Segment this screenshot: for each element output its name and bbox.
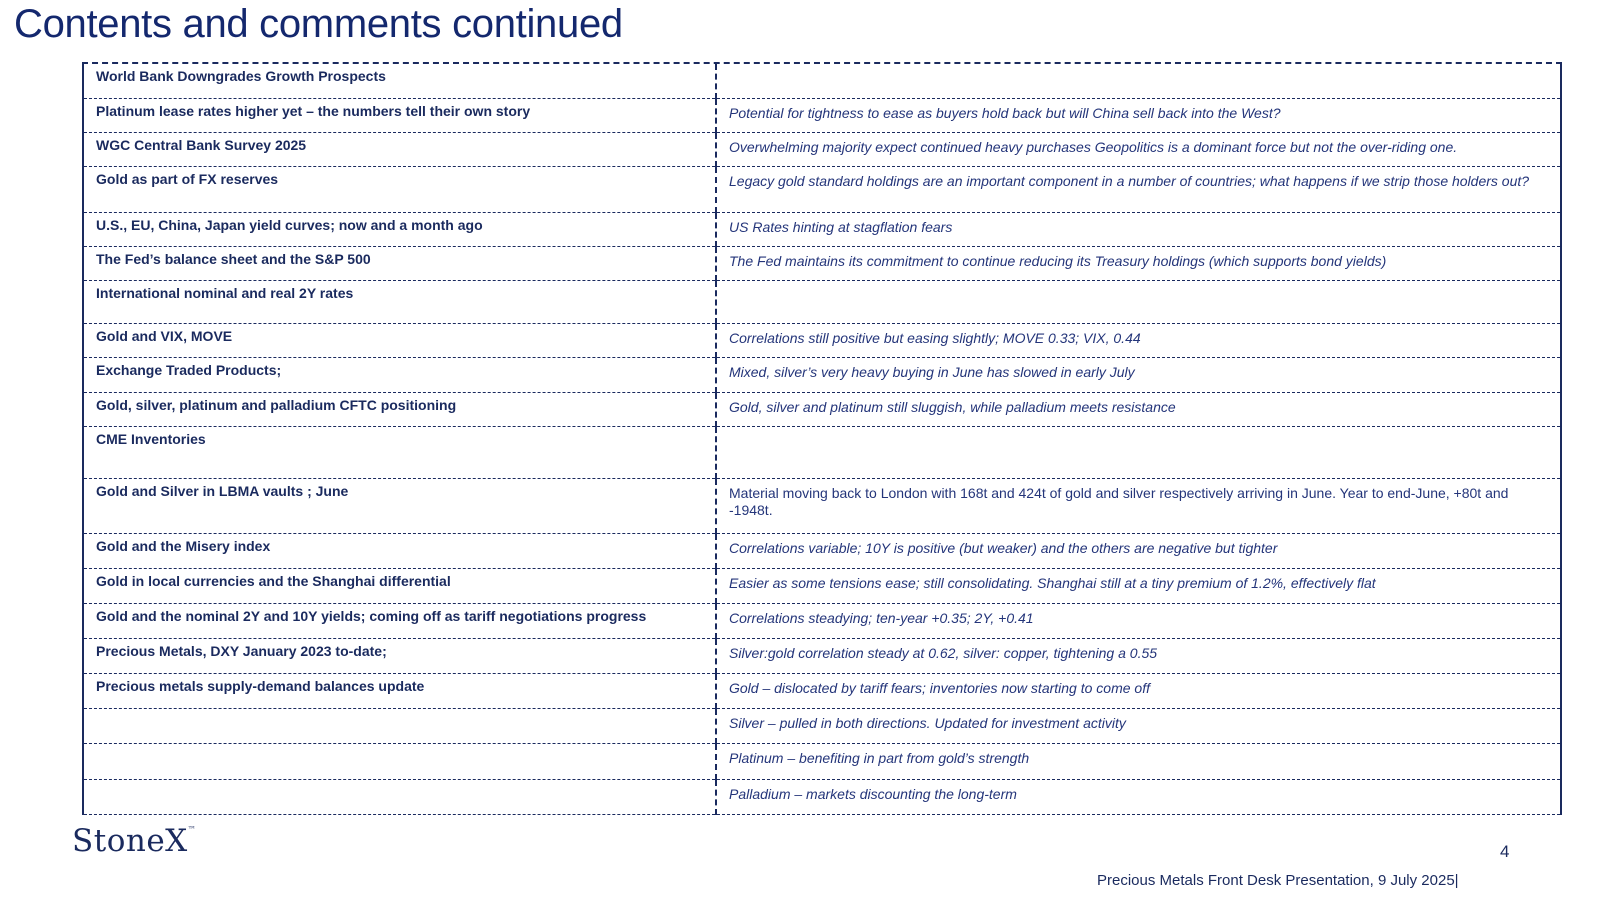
comment-cell bbox=[716, 64, 1560, 98]
table-row bbox=[84, 246, 1560, 280]
comment-cell: Mixed, silver’s very heavy buying in June has slowed in early July bbox=[716, 357, 1560, 392]
comment-cell: The Fed maintains its commitment to continue reducing its Treasury holdings (which supports bond yields) bbox=[716, 246, 1560, 280]
comment-cell: Correlations steadying; ten-year +0.35; 2Y, +0.41 bbox=[716, 603, 1560, 638]
comment-cell: Material moving back to London with 168t and 424t of gold and silver respectively arriving in June. Year to end-June, +80t and -1948t. bbox=[716, 478, 1560, 533]
comment-cell: Gold, silver and platinum still sluggish, while palladium meets resistance bbox=[716, 392, 1560, 426]
topic-cell: Exchange Traded Products; bbox=[84, 357, 716, 392]
trademark-mark: ™ bbox=[187, 825, 197, 834]
table-row bbox=[84, 533, 1560, 568]
stonex-logo bbox=[72, 823, 196, 859]
topic-cell: Gold and VIX, MOVE bbox=[84, 323, 716, 357]
comment-cell: Potential for tightness to ease as buyers hold back but will China sell back into the West? bbox=[716, 98, 1560, 132]
comment-cell: Overwhelming majority expect continued heavy purchases Geopolitics is a dominant force but not the over-riding one. bbox=[716, 132, 1560, 166]
comment-cell bbox=[716, 426, 1560, 478]
topic-cell: Precious Metals, DXY January 2023 to-date; bbox=[84, 638, 716, 673]
comment-cell: Silver:gold correlation steady at 0.62, silver: copper, tightening a 0.55 bbox=[716, 638, 1560, 673]
topic-cell bbox=[84, 779, 716, 814]
table-row bbox=[84, 357, 1560, 392]
topic-cell: World Bank Downgrades Growth Prospects bbox=[84, 64, 716, 98]
topic-cell: WGC Central Bank Survey 2025 bbox=[84, 132, 716, 166]
table-row bbox=[84, 708, 1560, 743]
table-row bbox=[84, 673, 1560, 708]
topic-cell bbox=[84, 708, 716, 743]
page-title: Contents and comments continued bbox=[14, 2, 623, 46]
table-row bbox=[84, 392, 1560, 426]
topic-cell: Platinum lease rates higher yet – the numbers tell their own story bbox=[84, 98, 716, 132]
topic-cell: Gold and Silver in LBMA vaults ; June bbox=[84, 478, 716, 533]
table-row bbox=[84, 166, 1560, 212]
topic-cell: Gold, silver, platinum and palladium CFTC positioning bbox=[84, 392, 716, 426]
table-row bbox=[84, 426, 1560, 478]
topic-cell: Precious metals supply-demand balances update bbox=[84, 673, 716, 708]
table-row bbox=[84, 743, 1560, 779]
contents-table-body bbox=[84, 64, 1560, 814]
topic-cell bbox=[84, 743, 716, 779]
topic-cell: International nominal and real 2Y rates bbox=[84, 280, 716, 323]
topic-cell: The Fed’s balance sheet and the S&P 500 bbox=[84, 246, 716, 280]
table-row bbox=[84, 603, 1560, 638]
table-row bbox=[84, 323, 1560, 357]
contents-table bbox=[82, 62, 1562, 815]
comment-cell: Platinum – benefiting in part from gold’s strength bbox=[716, 743, 1560, 779]
table-row bbox=[84, 132, 1560, 166]
comment-cell: US Rates hinting at stagflation fears bbox=[716, 212, 1560, 246]
comment-cell: Legacy gold standard holdings are an important component in a number of countries; what happens if we strip those holders out? bbox=[716, 166, 1560, 212]
topic-cell: Gold and the Misery index bbox=[84, 533, 716, 568]
logo-text: StoneX bbox=[72, 823, 188, 859]
comment-cell: Palladium – markets discounting the long-term bbox=[716, 779, 1560, 814]
table-row bbox=[84, 568, 1560, 603]
comment-cell: Gold – dislocated by tariff fears; inventories now starting to come off bbox=[716, 673, 1560, 708]
topic-cell: Gold as part of FX reserves bbox=[84, 166, 716, 212]
table-row bbox=[84, 64, 1560, 98]
table-row bbox=[84, 212, 1560, 246]
table-row bbox=[84, 98, 1560, 132]
comment-cell: Correlations still positive but easing slightly; MOVE 0.33; VIX, 0.44 bbox=[716, 323, 1560, 357]
comment-cell: Correlations variable; 10Y is positive (but weaker) and the others are negative but tighter bbox=[716, 533, 1560, 568]
topic-cell: Gold and the nominal 2Y and 10Y yields; coming off as tariff negotiations progress bbox=[84, 603, 716, 638]
footer-text: Precious Metals Front Desk Presentation, 9 July 2025| bbox=[1097, 872, 1459, 889]
topic-cell: U.S., EU, China, Japan yield curves; now and a month ago bbox=[84, 212, 716, 246]
table-row bbox=[84, 280, 1560, 323]
table-row bbox=[84, 779, 1560, 814]
comment-cell: Easier as some tensions ease; still consolidating. Shanghai still at a tiny premium of 1.2%, effectively flat bbox=[716, 568, 1560, 603]
comment-cell: Silver – pulled in both directions. Updated for investment activity bbox=[716, 708, 1560, 743]
topic-cell: CME Inventories bbox=[84, 426, 716, 478]
page-number: 4 bbox=[1500, 842, 1510, 861]
comment-cell bbox=[716, 280, 1560, 323]
table-row bbox=[84, 638, 1560, 673]
topic-cell: Gold in local currencies and the Shanghai differential bbox=[84, 568, 716, 603]
table-row bbox=[84, 478, 1560, 533]
